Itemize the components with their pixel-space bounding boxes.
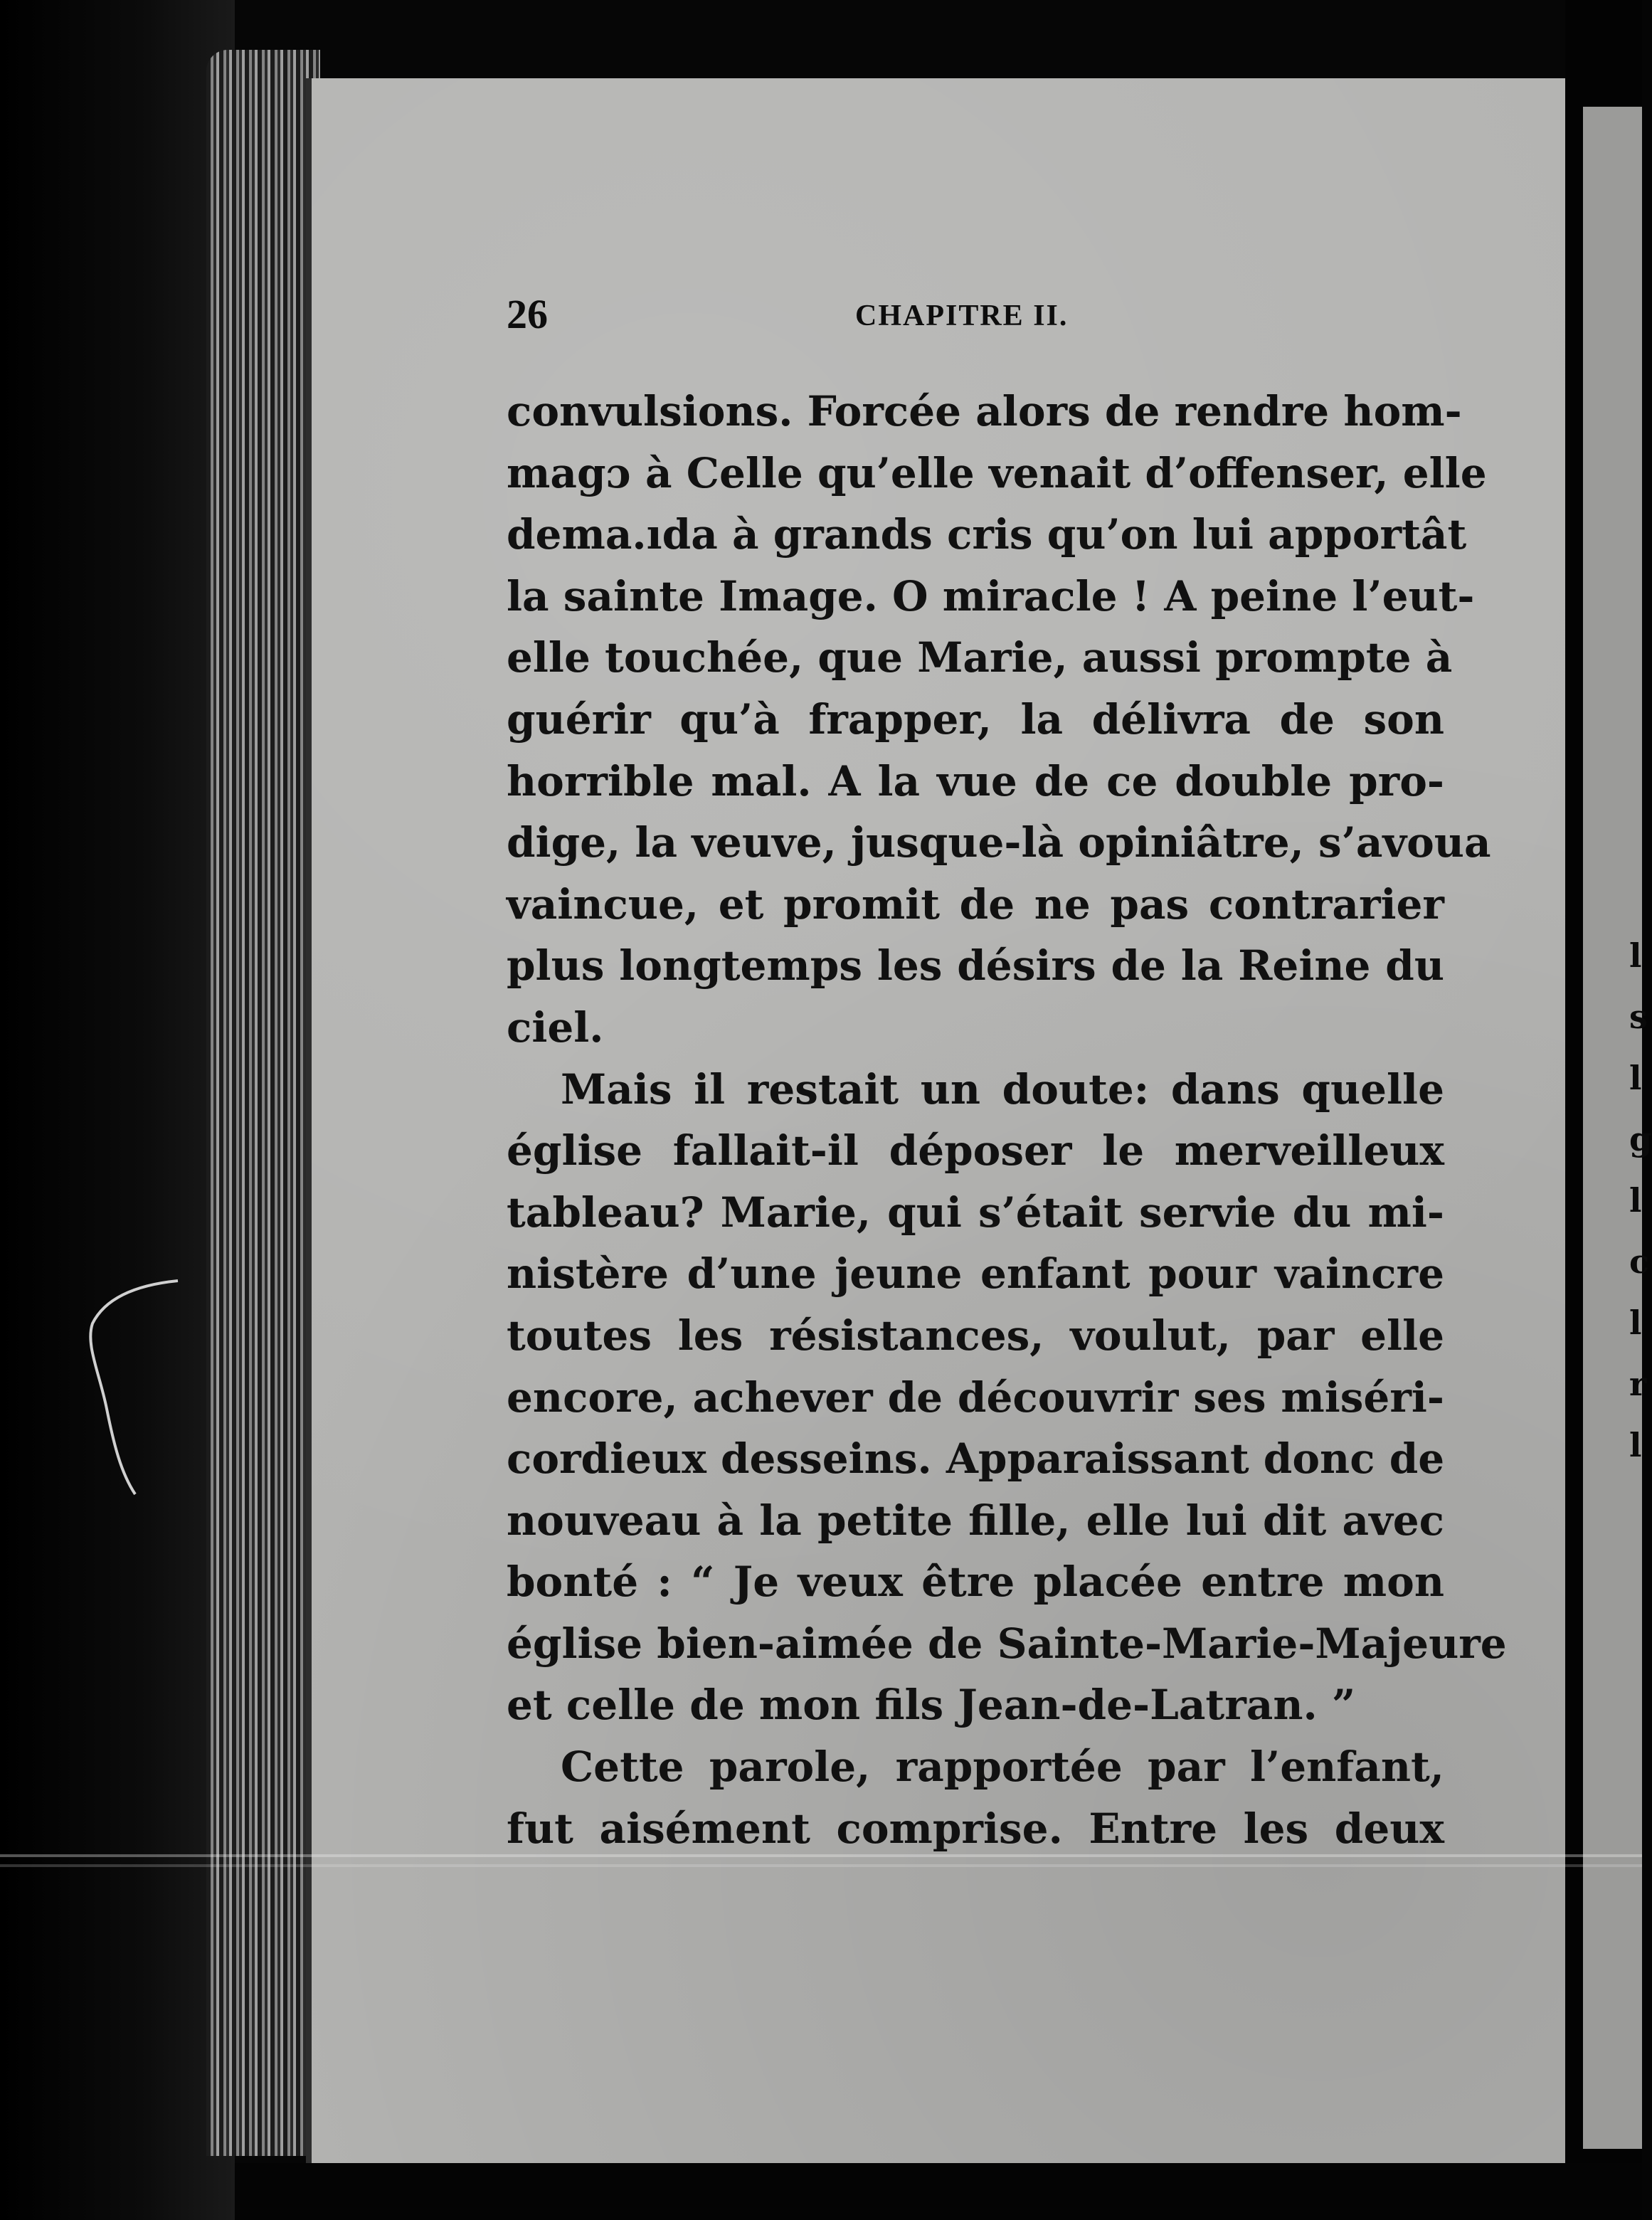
page-number: 26 (507, 291, 548, 337)
text-line: dige, la veuve, jusque-là opiniâtre, s’avoua (507, 818, 1491, 867)
text-line: elle touchée, que Marie, aussi prompte à (507, 633, 1453, 682)
text-line: vaincue, et promit de ne pas contrarier (507, 879, 1444, 929)
text-line: ciel. (507, 1003, 604, 1052)
text-line: cordieux desseins. Apparaissant donc de (507, 1434, 1445, 1484)
body-text (507, 381, 1507, 1859)
text-line: et celle de mon fils Jean-de-Latran. ” (507, 1681, 1356, 1730)
text-line: église fallait-il déposer le merveilleux (507, 1126, 1444, 1175)
text-line: bonté : “ Je veux être placée entre mon (507, 1558, 1444, 1607)
text-line: Cette parole, rapportée par l’enfant, (561, 1743, 1444, 1792)
text-line: encore, achever de découvrir ses miséri- (507, 1373, 1444, 1422)
page-header (507, 290, 1446, 340)
scan-scratch-mark (78, 1267, 185, 1508)
text-line: fut aisément comprise. Entre les deux (507, 1804, 1444, 1853)
text-line: nouveau à la petite fille, elle lui dit avec (507, 1496, 1444, 1545)
facing-page-letters: l s l g l c l r l (1629, 936, 1652, 1464)
running-head: CHAPITRE II. (855, 300, 1069, 332)
scan-background-bottom (235, 2163, 1642, 2220)
text-line: guérir qu’à frapper, la délivra de son (507, 694, 1444, 744)
text-line: dema.ıda à grands cris qu’on lui apportât (507, 510, 1467, 559)
text-line: nistère d’une jeune enfant pour vaincre (507, 1249, 1444, 1299)
text-line: magɔ à Celle qu’elle venait d’offenser, elle (507, 448, 1487, 497)
text-line: horrible mal. A la vue de ce double pro- (507, 756, 1444, 805)
scan-artifact-line (0, 1864, 1642, 1867)
text-line: convulsions. Forcée alors de rendre hom- (507, 387, 1462, 435)
text-line: Mais il restait un doute: dans quelle (561, 1064, 1444, 1114)
text-line: toutes les résistances, voulut, par elle (507, 1311, 1444, 1360)
text-line: plus longtemps les désirs de la Reine du (507, 941, 1444, 990)
text-line: tableau? Marie, qui s’était servie du mi- (507, 1188, 1444, 1237)
text-line: la sainte Image. O miracle ! A peine l’eut- (507, 571, 1475, 620)
page-edges (206, 50, 320, 2156)
text-line: église bien-aimée de Sainte-Marie-Majeure (507, 1619, 1507, 1668)
scan-background-left (0, 0, 235, 2220)
